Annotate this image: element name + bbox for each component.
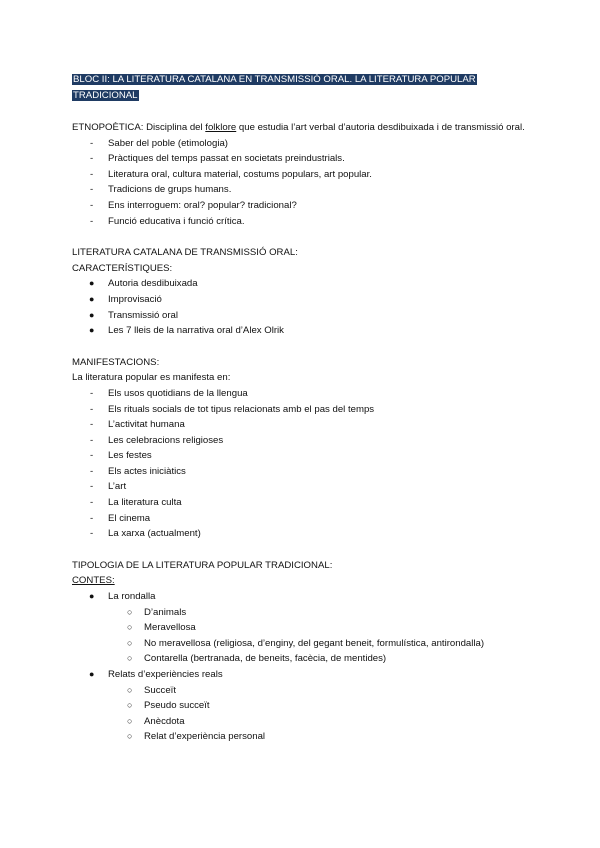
dash-marker: - xyxy=(90,199,94,211)
dash-marker: - xyxy=(90,184,94,196)
list-item-text: L’activitat humana xyxy=(108,419,185,431)
circle-marker: ○ xyxy=(127,715,133,726)
list-item xyxy=(72,167,532,183)
dash-marker: - xyxy=(90,497,94,509)
etnopoetica-definition xyxy=(72,120,532,136)
contes-heading: CONTES: xyxy=(72,575,115,587)
dash-marker: - xyxy=(90,153,94,165)
circle-marker: ○ xyxy=(127,684,133,695)
list-item-text: La literatura culta xyxy=(108,497,182,509)
bullet-marker: ● xyxy=(89,591,95,602)
list-item-text: Relat d’experiència personal xyxy=(144,731,266,743)
tipologia-heading xyxy=(72,558,532,574)
list-item-text: Els rituals socials de tot tipus relacionats amb el pas del temps xyxy=(108,403,375,415)
dash-marker: - xyxy=(90,215,94,227)
list-item xyxy=(72,308,532,324)
list-item-relats xyxy=(72,667,532,683)
contes-list-continued xyxy=(72,667,532,683)
caracteristiques-list xyxy=(72,276,532,338)
list-item-text: Saber del poble (etimologia) xyxy=(108,137,228,149)
dash-marker: - xyxy=(90,450,94,462)
etnopoetica-label: ETNOPOÈTICA xyxy=(72,122,141,133)
list-item-text: Literatura oral, cultura material, costums populars, art popular. xyxy=(108,168,372,180)
section-heading-text: TIPOLOGIA DE LA LITERATURA POPULAR TRADICIONAL xyxy=(72,559,330,571)
dash-marker: - xyxy=(90,434,94,446)
list-item-text: Ens interroguem: oral? popular? tradicional? xyxy=(108,199,297,211)
dash-marker: - xyxy=(90,481,94,493)
bullet-marker: ● xyxy=(89,325,95,336)
etnopoetica-list xyxy=(72,136,532,230)
list-item xyxy=(72,323,532,339)
bullet-marker: ● xyxy=(89,293,95,304)
sub-list-item xyxy=(72,683,532,699)
dash-marker: - xyxy=(90,168,94,180)
dash-marker: - xyxy=(90,419,94,431)
dash-marker: - xyxy=(90,403,94,415)
manifestacions-heading: MANIFESTACIONS: xyxy=(72,356,160,368)
dash-marker: - xyxy=(90,137,94,149)
list-item-text: Improvisació xyxy=(108,293,162,305)
dash-marker: - xyxy=(90,387,94,399)
list-item xyxy=(72,402,532,418)
circle-marker: ○ xyxy=(127,606,133,617)
list-item-text: Contarella (bertranada, de beneits, facècia, de mentides) xyxy=(144,653,387,665)
list-item xyxy=(72,292,532,308)
manifestacions-list xyxy=(72,386,532,542)
list-item xyxy=(72,417,532,433)
list-item-text: Meravellosa xyxy=(144,622,196,634)
list-item-text: Autoria desdibuixada xyxy=(108,278,198,290)
dash-marker: - xyxy=(90,512,94,524)
list-item-text: La xarxa (actualment) xyxy=(108,528,201,540)
circle-marker: ○ xyxy=(127,731,133,742)
etnopoetica-text-after: que estudia l’art verbal d’autoria desdibuixada i de transmissió oral. xyxy=(236,122,525,133)
list-item-text: Relats d’experiències reals xyxy=(108,669,223,680)
sub-list-item xyxy=(72,620,532,636)
relats-sublist xyxy=(72,683,532,745)
list-item xyxy=(72,433,532,449)
literatura-catalana-heading xyxy=(72,245,532,261)
dash-marker: - xyxy=(90,528,94,540)
list-item-text: L’art xyxy=(108,481,127,493)
list-item-text: La rondalla xyxy=(108,591,156,603)
sub-list-item xyxy=(72,651,532,667)
caracteristiques-heading: CARACTERÍSTIQUES: xyxy=(72,262,173,274)
sub-list-item xyxy=(72,605,532,621)
etnopoetica-text-before: : Disciplina del xyxy=(140,122,206,133)
list-item-text: Els usos quotidians de la llengua xyxy=(108,387,248,399)
section-heading-text: LITERATURA CATALANA DE TRANSMISSIÓ ORAL xyxy=(72,247,296,259)
bullet-marker: ● xyxy=(89,309,95,320)
contes-list xyxy=(72,589,532,605)
list-item-text: El cinema xyxy=(108,512,151,524)
list-item xyxy=(72,136,532,152)
list-item-text: Les 7 lleis de la narrativa oral d’Alex Olrik xyxy=(108,325,284,337)
circle-marker: ○ xyxy=(127,700,133,711)
manifestacions-intro: La literatura popular es manifesta en: xyxy=(72,372,231,384)
list-item-text: Les festes xyxy=(108,450,152,462)
list-item xyxy=(72,526,532,542)
list-item-text: Pràctiques del temps passat en societats preindustrials. xyxy=(108,153,345,165)
bullet-marker: ● xyxy=(89,669,95,679)
circle-marker: ○ xyxy=(127,622,133,633)
circle-marker: ○ xyxy=(127,653,133,664)
circle-marker: ○ xyxy=(127,637,133,648)
dash-marker: - xyxy=(90,465,94,477)
sub-list-item xyxy=(72,698,532,714)
list-item xyxy=(72,479,532,495)
list-item-text: Succeït xyxy=(144,684,176,696)
title-highlight: BLOC II: LA LITERATURA CATALANA EN TRANSMISSIÓ ORAL. LA LITERATURA POPULAR TRADICIONAL xyxy=(73,74,476,101)
list-item-text: Transmissió oral xyxy=(108,309,179,321)
list-item xyxy=(72,198,532,214)
list-item-text: Anècdota xyxy=(144,715,185,727)
list-item-text: Tradicions de grups humans. xyxy=(108,184,232,196)
list-item xyxy=(72,276,532,292)
sub-list-item xyxy=(72,636,532,652)
heading-colon: : xyxy=(295,247,298,259)
heading-colon: : xyxy=(329,559,333,571)
list-item xyxy=(72,495,532,511)
document-title xyxy=(72,72,532,104)
bullet-marker: ● xyxy=(89,278,95,289)
rondalla-sublist xyxy=(72,605,532,667)
folklore-keyword: folklore xyxy=(205,122,237,133)
list-item xyxy=(72,182,532,198)
sub-list-item xyxy=(72,714,532,730)
list-item xyxy=(72,511,532,527)
list-item xyxy=(72,464,532,480)
list-item-text: Funció educativa i funció crítica. xyxy=(108,215,245,227)
list-item xyxy=(72,386,532,402)
list-item xyxy=(72,151,532,167)
list-item xyxy=(72,448,532,464)
list-item-rondalla xyxy=(72,589,532,605)
list-item xyxy=(72,214,532,230)
document-content xyxy=(72,72,532,745)
list-item-text: Pseudo succeït xyxy=(144,700,210,712)
list-item-text: Les celebracions religioses xyxy=(108,434,224,446)
sub-list-item xyxy=(72,729,532,745)
list-item-text: Els actes iniciàtics xyxy=(108,465,186,477)
list-item-text: D’animals xyxy=(144,606,187,618)
list-item-text: No meravellosa (religiosa, d’enginy, del gegant beneit, formulística, antirondalla) xyxy=(144,637,485,649)
